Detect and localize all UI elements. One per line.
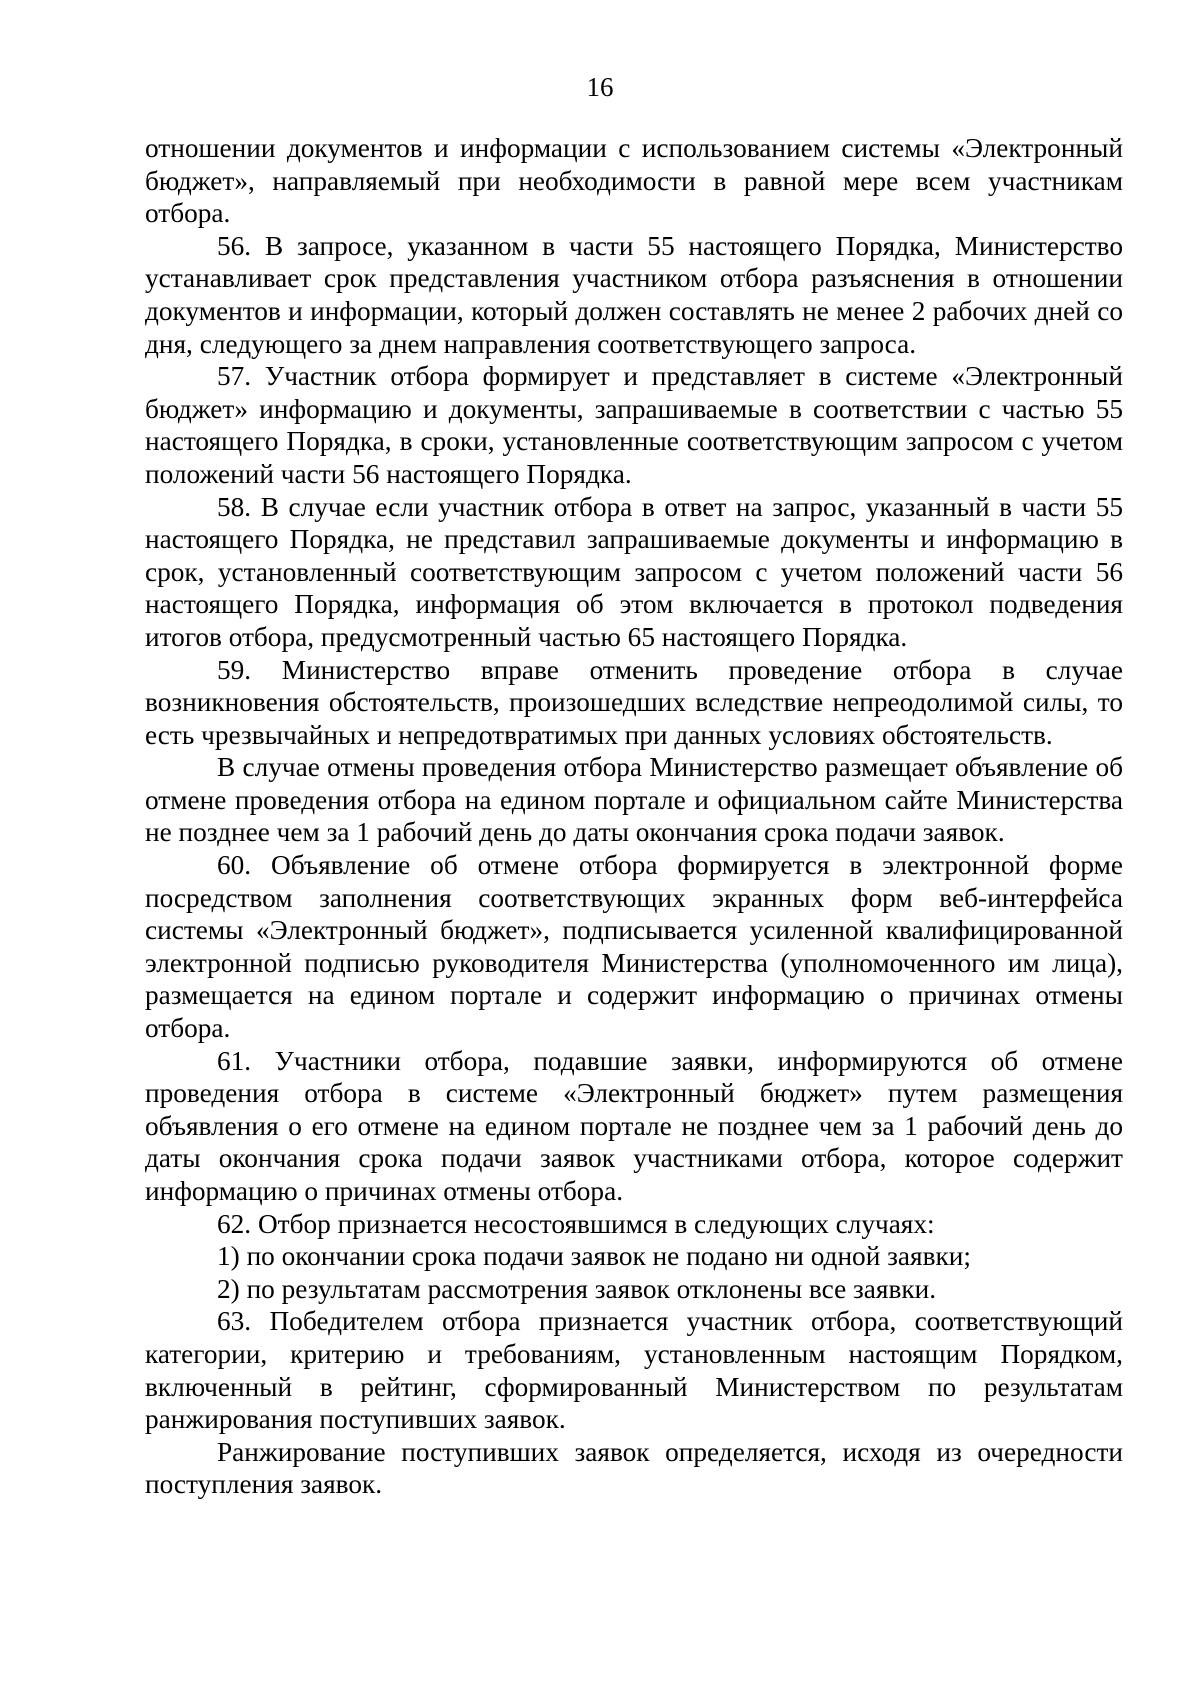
paragraph-60: 60. Объявление об отмене отбора формируется в электронной форме посредством заполнения соответствующих экранных форм веб-интерфейса системы «Электронный бюджет», подписывается усиленной квалифицированной электронной подписью руководителя Министерства (уполномоченного им лица), размещается на едином портале и содержит информацию о причинах отмены отбора. [145, 850, 1123, 1044]
paragraph-62-item-1: 1) по окончании срока подачи заявок не подано ни одной заявки; [217, 1241, 971, 1272]
paragraph-59: 59. Министерство вправе отменить проведение отбора в случае возникновения обстоятельств, произошедших вследствие непреодолимой силы, то есть чрезвычайных и непредотвратимых при данных условиях обстоятельств. [145, 654, 1123, 750]
paragraph-56: 56. В запросе, указанном в части 55 настоящего Порядка, Министерство устанавливает срок представления участником отбора разъяснения в отношении документов и информации, который должен составлять не менее 2 рабочих дней со дня, следующего за днем направления соответствующего запроса. [145, 230, 1123, 359]
paragraph-61: 61. Участники отбора, подавшие заявки, информируются об отмене проведения отбора в системе «Электронный бюджет» путем размещения объявления о его отмене на едином портале не позднее чем за 1 рабочий день до даты окончания срока подачи заявок участниками отбора, которое содержит информацию о причинах отмены отбора. [145, 1045, 1123, 1206]
paragraph-62: 62. Отбор признается несостоявшимся в следующих случаях: [217, 1208, 935, 1239]
paragraph-63: 63. Победителем отбора признается участник отбора, соответствующий категории, критерию и требованиям, установленным настоящим Порядком, включенный в рейтинг, сформированный Министерством по результатам ранжирования поступивших заявок. [145, 1306, 1123, 1435]
paragraph-59-cancellation-notice: В случае отмены проведения отбора Министерство размещает объявление об отмене проведения отбора на едином портале и официальном сайте Министерства не позднее чем за 1 рабочий день до даты окончания срока подачи заявок. [145, 752, 1123, 848]
paragraph-57: 57. Участник отбора формирует и представляет в системе «Электронный бюджет» информацию и документы, запрашиваемые в соответствии с частью 55 настоящего Порядка, в сроки, установленные соответствующим запросом с учетом положений части 56 настоящего Порядка. [145, 361, 1123, 489]
page-number: 16 [586, 72, 614, 102]
document-body [145, 132, 1123, 1501]
paragraph-63-ranking: Ранжирование поступивших заявок определяется, исходя из очередности поступления заявок. [145, 1436, 1123, 1500]
paragraph-58: 58. В случае если участник отбора в ответ на запрос, указанный в части 55 настоящего Порядка, не представил запрашиваемые документы и информацию в срок, установленный соответствующим запросом с учетом положений части 56 настоящего Порядка, информация об этом включается в протокол подведения итогов отбора, предусмотренный частью 65 настоящего Порядка. [145, 491, 1123, 652]
paragraph-62-item-2: 2) по результатам рассмотрения заявок отклонены все заявки. [217, 1273, 937, 1304]
paragraph-continuation: отношении документов и информации с использованием системы «Электронный бюджет», направляемый при необходимости в равной мере всем участникам отбора. [145, 133, 1123, 229]
